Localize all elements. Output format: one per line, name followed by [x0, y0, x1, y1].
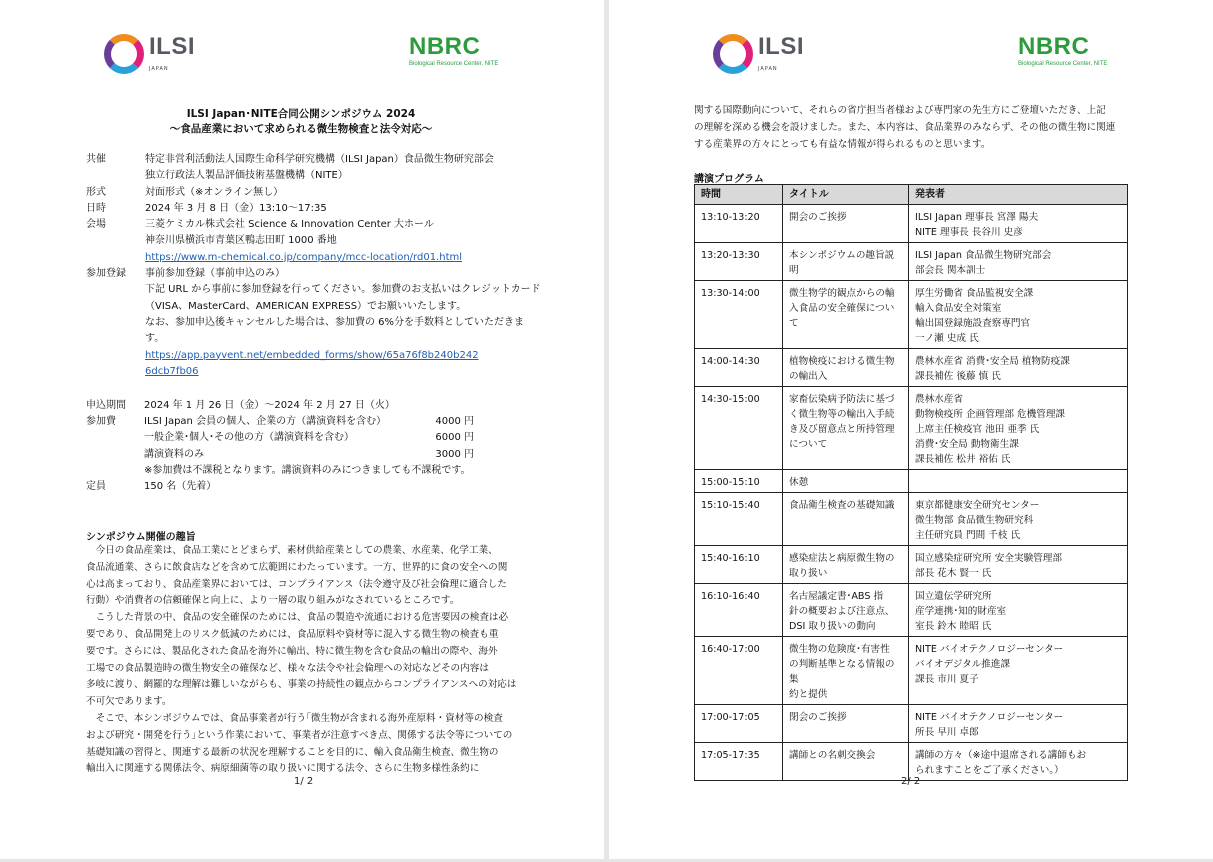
purpose-continued [694, 103, 1132, 153]
table-row [695, 743, 1128, 781]
fee-row [86, 430, 486, 446]
info-value: 下記 URL から事前に参加登録を行ってください。参加費のお支払いはクレジットカード [145, 284, 541, 296]
table-row [695, 470, 1128, 493]
nbrc-logo-text: NBRC [1018, 33, 1090, 60]
info-value: 事前参加登録（事前申込のみ） [145, 268, 285, 280]
info-label [86, 299, 145, 315]
fee-amount: 4000 円 [435, 416, 474, 428]
info-label: 参加登録 [86, 268, 126, 280]
ilsi-ring-icon [713, 34, 753, 74]
event-info [86, 152, 541, 380]
period-row [86, 398, 486, 414]
info-row [86, 364, 541, 380]
column-header-speaker: 発表者 [909, 185, 1128, 205]
nbrc-logo-text: NBRC [409, 33, 481, 60]
info-row [86, 201, 541, 217]
table-row [695, 243, 1128, 281]
period-value: 2024 年 1 月 26 日（金）～2024 年 2 月 27 日（火） [144, 400, 395, 411]
info-row [86, 168, 541, 184]
document-page-2 [609, 0, 1213, 859]
venue-link[interactable]: https://www.m-chemical.co.jp/company/mcc-location/rd01.html [145, 251, 463, 263]
nbrc-logo-subtext: Biological Resource Center, NITE [409, 61, 499, 67]
ilsi-logo-subtext: JAPAN [758, 66, 778, 72]
info-label [86, 331, 145, 347]
ilsi-logo-subtext: JAPAN [149, 66, 169, 72]
info-label: 形式 [86, 186, 106, 198]
purpose-line: 工場での食品製造時の微生物安全の確保など、様々な法令や社会倫理への対応などその内容は [86, 662, 489, 674]
cell-speaker: ILSI Japan 食品微生物研究部会 部会長 関本訓士 [909, 243, 1128, 281]
info-value: 対面形式（※オンライン無し） [145, 186, 284, 198]
cell-speaker: 農林水産省 消費･安全局 植物防疫課 課長補佐 後藤 慎 氏 [909, 349, 1128, 387]
cell-title: 植物検疫における微生物 の輸出入 [783, 349, 909, 387]
info-row [86, 315, 541, 331]
cell-speaker: ILSI Japan 理事長 宮澤 陽夫 NITE 理事長 長谷川 史彦 [909, 205, 1128, 243]
info-row [86, 299, 541, 315]
cell-speaker: 農林水産省 動物検疫所 企画管理部 危機管理課 上席主任検疫官 池田 亜季 氏 消費･安全局 動物衛生課 課長補佐 松井 裕佑 氏 [909, 387, 1128, 470]
cell-time: 13:10-13:20 [695, 205, 783, 243]
cell-title: 感染症法と病原微生物の 取り扱い [783, 546, 909, 584]
cell-speaker: 講師の方々（※途中退席される講師もお られますことをご了承ください。） [909, 743, 1128, 781]
program-heading: 講演プログラム [694, 174, 764, 185]
cell-time: 14:00-14:30 [695, 349, 783, 387]
info-label: 会場 [86, 219, 106, 231]
table-row [695, 205, 1128, 243]
info-label [86, 348, 145, 364]
symposium-title: ILSI Japan･NITE合同公開シンポジウム 2024 [186, 108, 416, 120]
info-label [86, 168, 145, 184]
info-value: 特定非営利活動法人国際生命科学研究機構（ILSI Japan）食品微生物研究部会 [145, 154, 494, 165]
fee-desc: 一般企業･個人･その他の方（講演資料を含む） [144, 432, 354, 444]
period-label: 申込期間 [86, 400, 126, 411]
cell-time: 15:10-15:40 [695, 493, 783, 546]
registration-link-continued[interactable]: 6dcb7fb06 [145, 365, 199, 377]
cell-title: 講師との名刺交換会 [783, 743, 909, 781]
ilsi-japan-logo [713, 34, 804, 74]
fee-amount: 3000 円 [435, 448, 474, 460]
cell-speaker: 東京都健康安全研究センター 微生物部 食品微生物研究科 主任研究員 門間 千枝 氏 [909, 493, 1128, 546]
purpose-line: そこで、本シンポジウムでは、食品事業者が行う｢微生物が含まれる海外産原料・資材等の検査 [86, 712, 503, 724]
table-row [695, 584, 1128, 637]
capacity-label: 定員 [86, 481, 106, 493]
nbrc-logo-subtext: Biological Resource Center, NITE [1018, 61, 1108, 67]
info-label: 日時 [86, 202, 106, 214]
table-row [695, 546, 1128, 584]
purpose-line: および研究・開発を行う｣という作業において、事業者が注意すべき点、関係する法令等についての [86, 729, 513, 741]
fee-desc: 講演資料のみ [144, 448, 204, 460]
purpose-line: 食品流通業、さらに飲食店などを含めて広範囲にわたっています。一方、世界的に食の安全への関 [86, 561, 508, 573]
info-label [86, 315, 145, 331]
program-table [694, 184, 1128, 781]
cell-speaker: NITE バイオテクノロジーセンター バイオデジタル推進課 課長 市川 夏子 [909, 637, 1128, 705]
cell-title: 閉会のご挨拶 [783, 705, 909, 743]
registration-link[interactable]: https://app.payvent.net/embedded_forms/show/65a76f8b240b242 [145, 349, 479, 361]
cell-title: 休憩 [783, 470, 909, 493]
table-header-row [695, 185, 1128, 205]
purpose-line: 行動）や消費者の信頼確保と向上に、より一層の取り組みがなされているところです。 [86, 595, 460, 607]
purpose-line: 心は高まっており、食品産業界においては、コンプライアンス（法令遵守及び社会倫理に適合した [86, 578, 507, 590]
info-value: す。 [145, 333, 165, 345]
purpose-line: 多岐に渡り、網羅的な理解は難しいながらも、事業の持続性の観点からコンプライアンスへの対応は [86, 679, 517, 691]
info-row [86, 331, 541, 347]
info-value: 2024 年 3 月 8 日（金）13:10～17:35 [145, 202, 327, 214]
purpose-line: 関する国際動向について、それらの省庁担当者様および専門家の先生方にご登壇いただき、上記 [694, 105, 1106, 116]
fee-amount: 6000 円 [435, 432, 474, 444]
purpose-line: 不可欠であります。 [86, 696, 172, 708]
fee-note-row [86, 463, 486, 479]
info-label: 共催 [86, 154, 106, 165]
purpose-line: 要であり、食品開発上のリスク低減のためには、食品原料や資材等に混入する微生物の検査も重 [86, 628, 499, 640]
info-row [86, 185, 541, 201]
capacity-value: 150 名（先着） [144, 481, 217, 493]
table-row [695, 387, 1128, 470]
info-label [86, 364, 145, 380]
info-label [86, 233, 145, 249]
cell-title: 微生物学的観点からの輸 入食品の安全確保につい て [783, 281, 909, 349]
purpose-line: 基礎知識の習得と、関連する最新の状況を理解することを目的に、輸入食品衛生検査、微生物の [86, 746, 499, 758]
cell-speaker: NITE バイオテクノロジーセンター 所長 早川 卓郎 [909, 705, 1128, 743]
purpose-line: 輸出入に関連する関係法令、病原細菌等の取り扱いに関する法令、さらに生物多様性条約に [86, 763, 480, 775]
column-header-time: 時間 [695, 185, 783, 205]
cell-speaker: 国立遺伝学研究所 産学連携･知的財産室 室長 鈴木 睦昭 氏 [909, 584, 1128, 637]
info-value: 独立行政法人製品評価技術基盤機構（NITE） [145, 170, 348, 182]
cell-speaker: 国立感染症研究所 安全実験管理部 部長 花木 賢一 氏 [909, 546, 1128, 584]
info-label [86, 250, 145, 266]
info-row [86, 233, 541, 249]
info-row [86, 250, 541, 266]
info-label [86, 282, 145, 298]
nbrc-logo [1018, 33, 1108, 67]
purpose-heading: シンポジウム開催の趣旨 [86, 532, 196, 543]
fee-note: ※参加費は不課税となります。講演資料のみにつきましても不課税です。 [144, 464, 471, 476]
table-row [695, 493, 1128, 546]
fee-desc: ILSI Japan 会員の個人、企業の方（講演資料を含む） [144, 416, 387, 428]
nbrc-logo [409, 33, 499, 67]
cell-time: 15:00-15:10 [695, 470, 783, 493]
document-page-1 [0, 0, 604, 859]
cell-title: 食品衛生検査の基礎知識 [783, 493, 909, 546]
symposium-title-block [86, 107, 516, 137]
ilsi-logo-text: ILSI [149, 33, 196, 60]
table-row [695, 281, 1128, 349]
cell-time: 15:40-16:10 [695, 546, 783, 584]
cell-speaker: 厚生労働省 食品監視安全課 輸入食品安全対策室 輸出国登録施設査察専門官 一ノ瀬 史成 氏 [909, 281, 1128, 349]
purpose-text [86, 543, 522, 778]
cell-title: 本シンポジウムの趣旨説明 [783, 243, 909, 281]
cell-time: 13:20-13:30 [695, 243, 783, 281]
info-value: （VISA、MasterCard、AMERICAN EXPRESS）でお願いいたします。 [145, 300, 467, 312]
cell-time: 13:30-14:00 [695, 281, 783, 349]
info-row [86, 266, 541, 282]
cell-title: 開会のご挨拶 [783, 205, 909, 243]
symposium-subtitle: ～食品産業において求められる微生物検査と法令対応～ [169, 123, 433, 135]
cell-speaker [909, 470, 1128, 493]
table-row [695, 637, 1128, 705]
capacity-row [86, 479, 486, 495]
purpose-line: 今日の食品産業は、食品工業にとどまらず、素材供給産業としての農業、水産業、化学工業、 [86, 545, 498, 556]
info-value: なお、参加申込後キャンセルした場合は、参加費の 6%分を手数料としていただきま [145, 316, 525, 328]
table-row [695, 349, 1128, 387]
purpose-line: の理解を深める機会を設けました。また、本内容は、食品業界のみならず、その他の微生物に関連 [694, 121, 1116, 133]
info-value: 神奈川県横浜市青葉区鴨志田町 1000 番地 [145, 235, 337, 247]
cell-title: 家畜伝染病予防法に基づ く微生物等の輸出入手続 き及び留意点と所持管理 について [783, 387, 909, 470]
info-row [86, 348, 541, 364]
fees-section [86, 398, 486, 495]
cell-time: 16:10-16:40 [695, 584, 783, 637]
ilsi-ring-icon [104, 34, 144, 74]
column-header-title: タイトル [783, 185, 909, 205]
cell-title: 微生物の危険度･有害性 の判断基準となる情報の集 約と提供 [783, 637, 909, 705]
fee-row [86, 414, 486, 430]
fee-row [86, 447, 486, 463]
info-row [86, 282, 541, 298]
cell-time: 17:05-17:35 [695, 743, 783, 781]
info-value: 三菱ケミカル株式会社 Science & Innovation Center 大ホール [145, 219, 434, 231]
purpose-line: する産業界の方々にとっても有益な情報が得られるものと思います。 [694, 138, 991, 150]
page-number: 2/ 2 [901, 776, 921, 787]
cell-time: 17:00-17:05 [695, 705, 783, 743]
cell-time: 16:40-17:00 [695, 637, 783, 705]
page-number: 1/ 2 [294, 776, 314, 787]
cell-title: 名古屋議定書･ABS 指 針の概要および注意点、 DSI 取り扱いの動向 [783, 584, 909, 637]
info-row [86, 152, 541, 168]
ilsi-japan-logo [104, 34, 195, 74]
info-row [86, 217, 541, 233]
purpose-line: こうした背景の中、食品の安全確保のためには、食品の製造や流通における危害要因の検査は必 [86, 612, 509, 624]
table-row [695, 705, 1128, 743]
purpose-line: 要です。さらには、製品化された食品を海外に輸出、特に微生物を含む食品の輸出の際や、海外 [86, 645, 498, 657]
fee-label: 参加費 [86, 416, 116, 428]
ilsi-logo-text: ILSI [758, 33, 805, 60]
cell-time: 14:30-15:00 [695, 387, 783, 470]
